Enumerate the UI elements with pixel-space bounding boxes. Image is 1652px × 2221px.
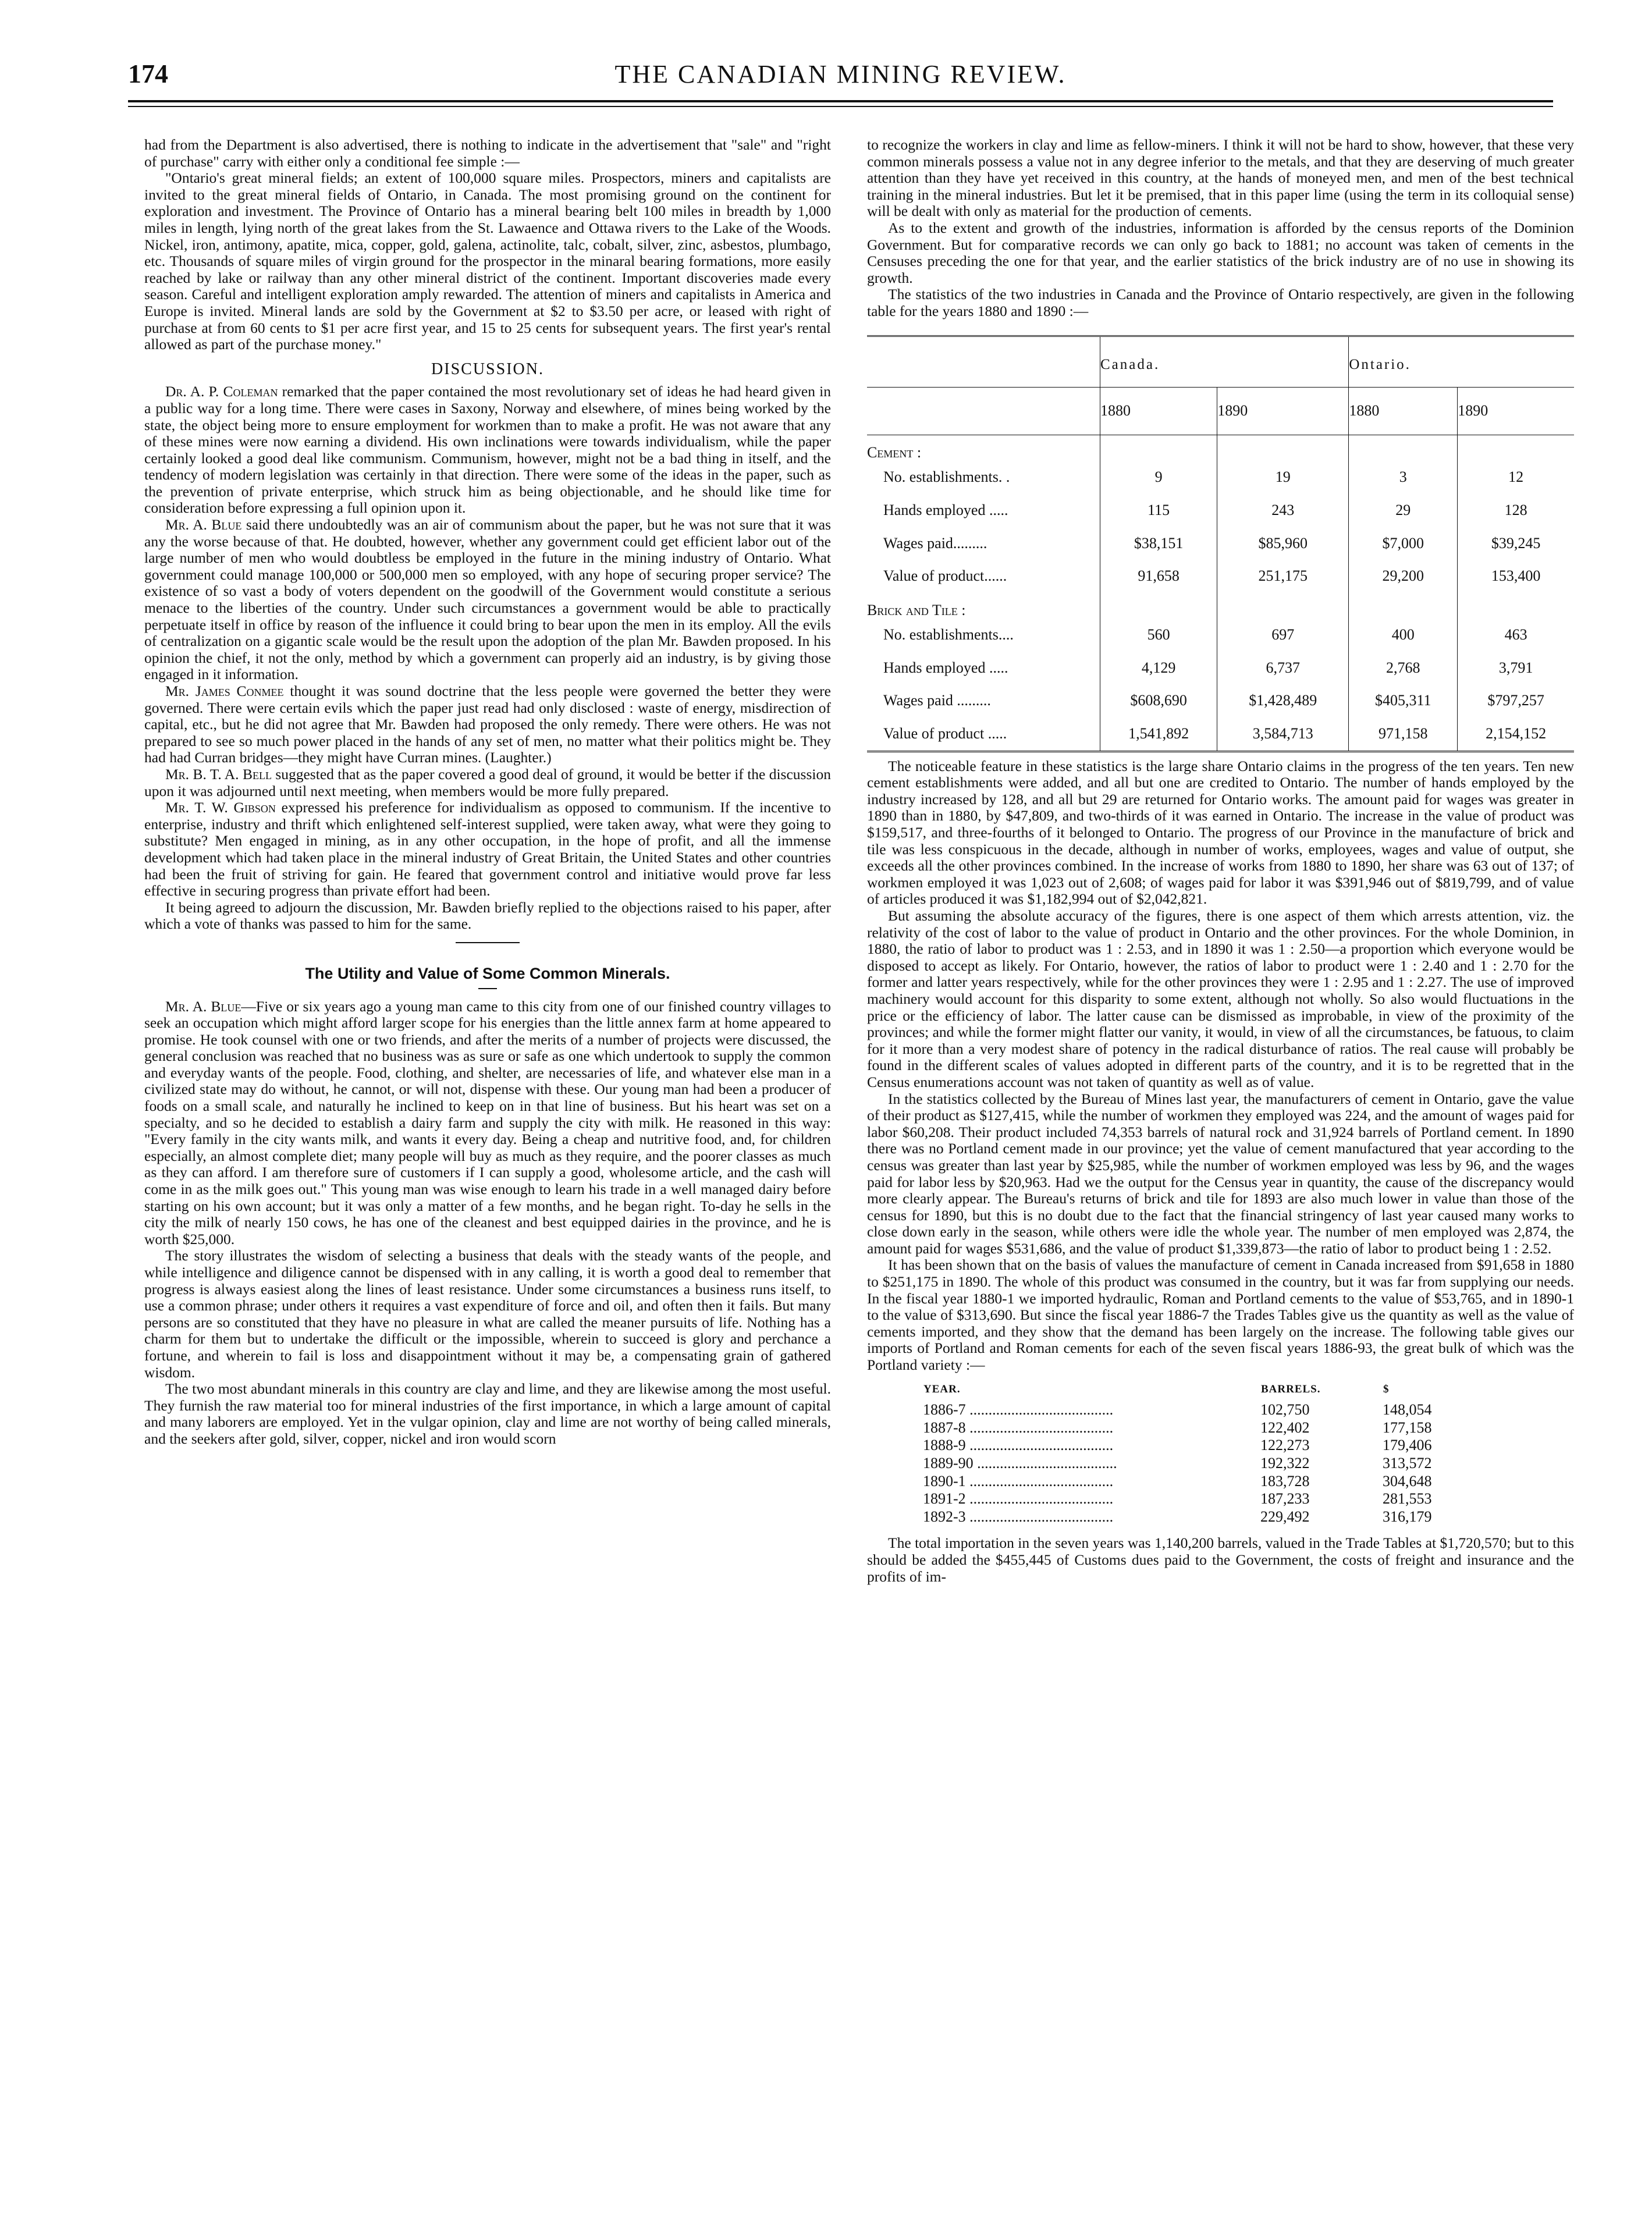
cell: 3,584,713 (1217, 717, 1349, 751)
section-divider (456, 942, 520, 943)
year-header: 1880 (1100, 388, 1217, 435)
cement-imports-table (923, 1381, 1464, 1526)
cell: 3 (1349, 461, 1458, 494)
speaker-name: Mr. A. Blue (165, 516, 242, 534)
cell: 251,175 (1217, 560, 1349, 593)
section-row-cement (867, 435, 1574, 461)
section-row-brick-and-tile (867, 593, 1574, 619)
gibson-remarks (144, 799, 831, 900)
barrels-cell: 192,322 (1260, 1455, 1310, 1472)
value-cell: 316,179 (1383, 1508, 1432, 1525)
speaker-name: Mr. James Conmee (165, 683, 284, 699)
paragraph: The total importation in the seven years was 1,140,200 barrels, valued in the Trade Tables at $1,720,570; but to this should be added the $455,445 of Customs dues paid to the Government, the costs of freight and insurance and the profits of im- (867, 1534, 1574, 1585)
table-row (923, 1419, 1464, 1437)
imports-header-row (923, 1381, 1464, 1402)
paragraph: had from the Department is also advertised, there is nothing to indicate in the advertisement that "sale" and "right of purchase" carry with either only a conditional fee simple :— (144, 136, 831, 170)
speaker-name: Mr. T. W. Gibson (165, 799, 276, 816)
header-rule-thin (128, 106, 1553, 107)
page-number: 174 (128, 59, 168, 88)
article-title: The Utility and Value of Some Common Minerals. (305, 964, 670, 982)
table-row (923, 1473, 1464, 1491)
cell: $38,151 (1100, 527, 1217, 560)
cell: 3,791 (1458, 652, 1574, 685)
title-rule (478, 988, 497, 989)
table-row (923, 1401, 1464, 1419)
cell: 971,158 (1349, 717, 1458, 751)
cell: $608,690 (1100, 684, 1217, 717)
cell: 29,200 (1349, 560, 1458, 593)
value-cell: 179,406 (1383, 1437, 1432, 1454)
value-cell: 281,553 (1383, 1490, 1432, 1508)
article-text: —Five or six years ago a young man came to this city from one of our finished country villages to seek an occupation which might afford larger scope for his energies than the little annex farm at home appeared to promise. He took counsel with one or two friends, and after the merits of a number of projects were discussed, the general conclusion was reached that no business was as sure or safe as one which undertook to supply the common and everyday wants of the people. Food, clothing, and shelter, are necessaries of life, and whatever else man in a civilized state may do without, he cannot, or will not, dispense with these. Our young man had been a producer of foods on a small scale, and naturally he inclined to keep on in that line of business. But his heart was set on a specialty, and so he decided to establish a dairy farm and supply the city with milk. He reasoned in this way: "Every family in the city wants milk, and wants it every day. Being a cheap and nutritive food, and, for children especially, an almost complete diet; many people will buy as much as they require, and the poorer classes as much as they can afford. I am therefore sure of customers if I can supply a good, wholesome article, and the cash will come in as the milk goes out." This young man was wise enough to learn his trade in a well managed dairy before starting on his own account; but it was only a matter of a few months, and he began right. To-day he sells in the city the milk of nearly 150 cows, he has one of the cleanest and best equipped dairies in the province, and he is worth $25,000. (144, 997, 831, 1248)
speaker-name: Dr. A. P. Coleman (165, 383, 278, 400)
section-title: Cement : (867, 443, 922, 461)
advertisement-quote: "Ontario's great mineral fields; an extent of 100,000 square miles. Prospectors, miners and capitalists are invited to the great mineral fields of Ontario, in Canada. The most promising ground on the continent for exploration and investment. The Province of Ontario has a mineral bearing belt 100 miles in breadth by 1,000 miles in length, lying north of the great lakes from the St. Lawaence and Ottawa rivers to the Lake of the Woods. Nickel, iron, antimony, apatite, mica, copper, gold, galena, actinolite, talc, cobalt, silver, zinc, asbestos, plumbago, etc. Thousands of square miles of virgin ground for the prospector in the minaral bearing formations, more easily reached by lake or railway than any other mineral district of the continent. Important discoveries made every season. Careful and intelligent exploration amply rewarded. The attention of miners and capitalists in America and Europe is invited. Mineral lands are sold by the Government at $2 to $3.50 per acre, or leased with right of purchase at from 60 cents to $1 per acre first year, and 15 to 25 cents for subsequent years. The first year's rental allowed as part of the purchase money." (144, 169, 831, 353)
column-header: BARRELS. (1261, 1383, 1321, 1395)
table-year-header-row (867, 388, 1574, 435)
value-cell: 313,572 (1383, 1455, 1432, 1472)
table-row (867, 619, 1574, 652)
barrels-cell: 183,728 (1260, 1472, 1310, 1490)
conmee-remarks (144, 683, 831, 766)
table-row (867, 652, 1574, 685)
year-header: 1890 (1458, 388, 1574, 435)
header-rule (128, 100, 1553, 102)
barrels-cell: 229,492 (1260, 1508, 1310, 1525)
bell-remarks (144, 766, 831, 799)
table-row (867, 527, 1574, 560)
left-column (144, 137, 831, 1448)
year-header: 1880 (1349, 388, 1458, 435)
year-header: 1890 (1217, 388, 1349, 435)
cell: 243 (1217, 494, 1349, 527)
row-label: Wages paid......... (883, 534, 987, 552)
paragraph: The noticeable feature in these statistics is the large share Ontario claims in the progress of the ten years. Ten new cement establishments were added, and all but one are credited to Ontario. The number of hands employed by the industry increased by 128, and all but 29 are returned for Ontario works. The amount paid for wages was greater in 1890 than in 1880, by $47,809, and two-thirds of it was earned in Ontario. The increase in the value of product was $159,517, and three-fourths of it belonged to Ontario. The progress of our Province in the manufacture of brick and tile was less conspicuous in the decade, although in number of works, employees, wages and value of output, she exceeds all the other provinces combined. In the increase of works from 1880 to 1890, her share was 63 out of 137; of workmen employed it was 1,023 out of 2,608; of wages paid for labor it was $391,946 out of $819,799, and of value of articles produced it was $1,182,994 out of $2,042,821. (867, 757, 1574, 908)
speaker-text: suggested that as the paper covered a good deal of ground, it would be better if the discussion upon it was adjourned until next meeting, when members would be more fully prepared. (144, 765, 831, 799)
table-row (867, 684, 1574, 717)
paragraph: In the statistics collected by the Bureau of Mines last year, the manufacturers of cement in Ontario, gave the value of their product as $127,415, while the number of workmen they employed was 224, and the amount of wages paid for labor $60,208. Their product included 74,353 barrels of natural rock and 31,924 barrels of Portland cement. In 1890 there was no Portland cement made in our province; yet the value of cement manufactured that year according to the census was greater than last year by $25,985, while the number of workmen employed was less by 96, and the wages paid for labor less by $20,963. Had we the output for the Census year in quantity, the cause of the discrepancy would more clearly appear. The Bureau's returns of brick and tile for 1893 are also much lower in value than those of the census for 1890, but this is no doubt due to the fact that the financial stringency of last year caused many works to close down early in the season, while others were idle the whole year. The number of men employed was 2,874, the amount paid for wages $531,686, and the value of product $1,339,873—the ratio of labor to product being 1 : 2.52. (867, 1090, 1574, 1257)
year-cell: 1889-90 ..................................... (923, 1455, 1117, 1472)
right-column (867, 137, 1574, 1585)
table-row (867, 461, 1574, 494)
table-row (923, 1490, 1464, 1508)
paragraph: The story illustrates the wisdom of selecting a business that deals with the steady wants of the people, and while intelligence and diligence cannot be dispensed with in any calling, it is worth a good deal to remember that progress is always easiest along the lines of least resistance. Under some circumstances a business runs itself, to use a common phrase; under others it requires a vast expenditure of force and oil, and often then it fails. But many persons are so constituted that they have no pleasure in what are called the meaner pursuits of life. Nothing has a charm for them but to undertake the difficult or the impossible, wherein to succeed is glory and perchance a fortune, and wherein to fail is loss and disappointment without it may be, a compensating grain of gathered wisdom. (144, 1247, 831, 1381)
paragraph: The statistics of the two industries in Canada and the Province of Ontario respectively, are given in the following table for the years 1880 and 1890 :— (867, 286, 1574, 319)
column-header: YEAR. (923, 1383, 961, 1395)
cell: $1,428,489 (1217, 684, 1349, 717)
cell: 1,541,892 (1100, 717, 1217, 751)
cell: $405,311 (1349, 684, 1458, 717)
cell: $797,257 (1458, 684, 1574, 717)
row-label: Hands employed ..... (883, 659, 1008, 676)
cell: $85,960 (1217, 527, 1349, 560)
barrels-cell: 187,233 (1260, 1490, 1310, 1508)
group-header-ontario: Ontario. (1349, 336, 1574, 388)
paragraph: The two most abundant minerals in this country are clay and lime, and they are likewise among the most useful. They furnish the raw material too for mineral industries of the first importance, in which a large amount of capital and many laborers are employed. Yet in the vulgar opinion, clay and lime are not worthy of being called minerals, and the seekers after gold, silver, copper, nickel and iron would scorn (144, 1380, 831, 1447)
barrels-cell: 122,402 (1260, 1419, 1310, 1436)
running-header (128, 58, 1553, 93)
table-row (923, 1437, 1464, 1455)
cell: 128 (1458, 494, 1574, 527)
journal-title: THE CANADIAN MINING REVIEW. (614, 60, 1067, 88)
speaker-text: remarked that the paper contained the most revolutionary set of ideas he had heard given in a public way for a long time. There were cases in Saxony, Norway and elsewhere, of mines being worked by the state, the object being more to ensure employment for workmen than to make a profit. He was not aware that any of these mines were now earning a dividend. His own inclinations were towards individualism, while the paper certainly looked a good deal like communism. Communism, however, might not be a bad thing in itself, and the tendency of modern legislation was certainly in that direction. There were some of the ideas in the paper, such as the prevention of private enterprise, which struck him as being objectionable, and he should like time for consideration before expressing a full opinion upon it. (144, 383, 831, 517)
cell: 400 (1349, 619, 1458, 652)
barrels-cell: 122,273 (1260, 1437, 1310, 1454)
year-cell: 1890-1 ...................................... (923, 1472, 1114, 1490)
section-title: Brick and Tile : (867, 601, 966, 619)
row-label: Wages paid ......... (883, 692, 991, 709)
speaker-text: thought it was sound doctrine that the less people were governed the better they were governed. There were certain evils which the paper just read had only disclosed : waste of energy, misdirection of capital, etc., but he did not agree that Mr. Bawden had proposed the only remedy. There were others. He was not prepared to see so much power placed in the hands of any set of men, no matter what their politics might be. They had had Curran bridges—they might have Curran mines. (Laughter.) (144, 683, 831, 766)
row-label: Value of product ..... (867, 717, 1100, 751)
cell: 12 (1458, 461, 1574, 494)
cell: 91,658 (1100, 560, 1217, 593)
year-cell: 1886-7 ...................................... (923, 1401, 1114, 1419)
year-cell: 1888-9 ...................................... (923, 1437, 1114, 1454)
blue-remarks (144, 517, 831, 683)
cell: 19 (1217, 461, 1349, 494)
paragraph: But assuming the absolute accuracy of the figures, there is one aspect of them which arrests attention, viz. the relativity of the cost of labor to the value of product in Ontario and the other provinces. For the whole Dominion, in 1880, the ratio of labor to product was 1 : 2.53, and in 1890 it was 1 : 2.50—a proportion which everyone would be disposed to accept as likely. For Ontario, however, the ratios of labor to product were 1 : 2.40 and 1 : 2.70 for the former and latter years respectively, while for the other provinces they were 1 : 2.95 and 1 : 2.27. The use of improved machinery would account for this disparity to some extent, although not wholly. So also would fluctuations in the price or the efficiency of labor. The latter cause can be dismissed as improbable, in view of the proximity of the provinces; and while the former might flatter our vanity, it would, in view of all the circumstances, be fatuous, to claim for it more than a very modest share of potency in the radical disturbance of ratios. The real cause will probably be found in the different scales of values adopted in different parts of the country, and it is to be regretted that in the Census enumerations account was not taken of quantity as well as of value. (867, 907, 1574, 1090)
table-row (867, 560, 1574, 593)
cell: 6,737 (1217, 652, 1349, 685)
year-cell: 1891-2 ...................................... (923, 1490, 1114, 1508)
paragraph: to recognize the workers in clay and lime as fellow-miners. I think it will not be hard to show, however, that these very common minerals possess a value not in any degree inferior to the metals, and that they are deserving of much greater attention than they have yet received in this country, at the hands of moneyed men, and men of the best technical training in the mineral industries. But let it be premised, that in this paper lime (using the term in its colloquial sense) will be dealt with only as material for the production of cements. (867, 136, 1574, 220)
cell: 2,154,152 (1458, 717, 1574, 751)
cell: 560 (1100, 619, 1217, 652)
value-cell: 148,054 (1383, 1401, 1432, 1419)
article-opening (144, 998, 831, 1248)
column-header: $ (1383, 1383, 1390, 1395)
table-row (923, 1508, 1464, 1526)
paragraph: It has been shown that on the basis of values the manufacture of cement in Canada increased from $91,658 in 1880 to $251,175 in 1890. The whole of this product was consumed in the country, but it was far from supplying our needs. In the fiscal year 1880-1 we imported hydraulic, Roman and Portland cements to the value of $53,765, and in 1890-1 to the value of $313,690. But since the fiscal year 1886-7 the Trades Tables give us the quantity as well as the value of cements imported, and they show that the demand has been largely on the increase. The following table gives our imports of Portland and Roman cements for each of the seven fiscal years 1886-93, the great bulk of which was the Portland variety :— (867, 1256, 1574, 1374)
row-label: Hands employed ..... (883, 501, 1008, 518)
cell: 2,768 (1349, 652, 1458, 685)
cell: $7,000 (1349, 527, 1458, 560)
cell: 115 (1100, 494, 1217, 527)
value-cell: 177,158 (1383, 1419, 1432, 1436)
author-name: Mr. A. Blue (165, 997, 241, 1015)
table-row (867, 717, 1574, 751)
table-row (923, 1455, 1464, 1473)
cell: 29 (1349, 494, 1458, 527)
table-group-header-row (867, 336, 1574, 388)
speaker-text: said there undoubtedly was an air of communism about the paper, but he was not sure that it was any the worse because of that. He doubted, however, whether any government could get efficient labor out of the large number of men who would doubtless be employed in the future in the mining industry of Ontario. What government could manage 100,000 or 500,000 men so employed, with any hope of securing proper service? The existence of so vast a body of voters dependent on the goodwill of the Government would constitute a serious menace to the liberties of the country. Under such circumstances a government would be able to practically perpetuate itself in office by reason of the influence it could bring to bear upon the men in its employ. All the evils of centralization on a gigantic scale would be the result upon the adoption of the plan Mr. Bawden proposed. In his opinion the chief, it not the only, method by which a government can properly aid an industry, is by giving those engaged in it information. (144, 516, 831, 683)
coleman-remarks (144, 383, 831, 517)
row-label: Value of product...... (883, 567, 1007, 585)
adjournment-paragraph: It being agreed to adjourn the discussion, Mr. Bawden briefly replied to the objections raised to his paper, after which a vote of thanks was passed to him for the same. (144, 898, 831, 933)
group-header-canada: Canada. (1100, 336, 1349, 388)
cell: $39,245 (1458, 527, 1574, 560)
row-label: No. establishments.... (883, 626, 1014, 644)
barrels-cell: 102,750 (1260, 1401, 1310, 1419)
year-cell: 1892-3 ...................................... (923, 1508, 1114, 1525)
speaker-text: expressed his preference for individualism as opposed to communism. If the incentive to enterprise, industry and thrift which enlightened self-interest supplied, were taken away, what were they going to substitute? Men engaged in mining, as in any other occupation, in the hope of profit, and all the immense development which had taken place in the mineral industry of Great Britain, the United States and other countries had been the fruit of striving for gain. He feared that government control and initiative would prove far less effective in securing progress than private effort had been. (144, 799, 831, 900)
cell: 9 (1100, 461, 1217, 494)
table-row (867, 494, 1574, 527)
speaker-name: Mr. B. T. A. Bell (165, 765, 272, 783)
year-cell: 1887-8 ...................................... (923, 1419, 1114, 1436)
value-cell: 304,648 (1383, 1472, 1432, 1490)
cell: 4,129 (1100, 652, 1217, 685)
paragraph: As to the extent and growth of the industries, information is afforded by the census reports of the Dominion Government. But for comparative records we can only go back to 1881; no account was taken of cements in the Censuses preceding the one for that year, and the earlier statistics of the brick industry are of no use in showing its growth. (867, 219, 1574, 286)
cell: 153,400 (1458, 560, 1574, 593)
cell: 463 (1458, 619, 1574, 652)
census-statistics-table (867, 335, 1574, 752)
row-label: No. establishments. . (883, 468, 1010, 486)
cell: 697 (1217, 619, 1349, 652)
discussion-heading: DISCUSSION. (431, 360, 544, 378)
